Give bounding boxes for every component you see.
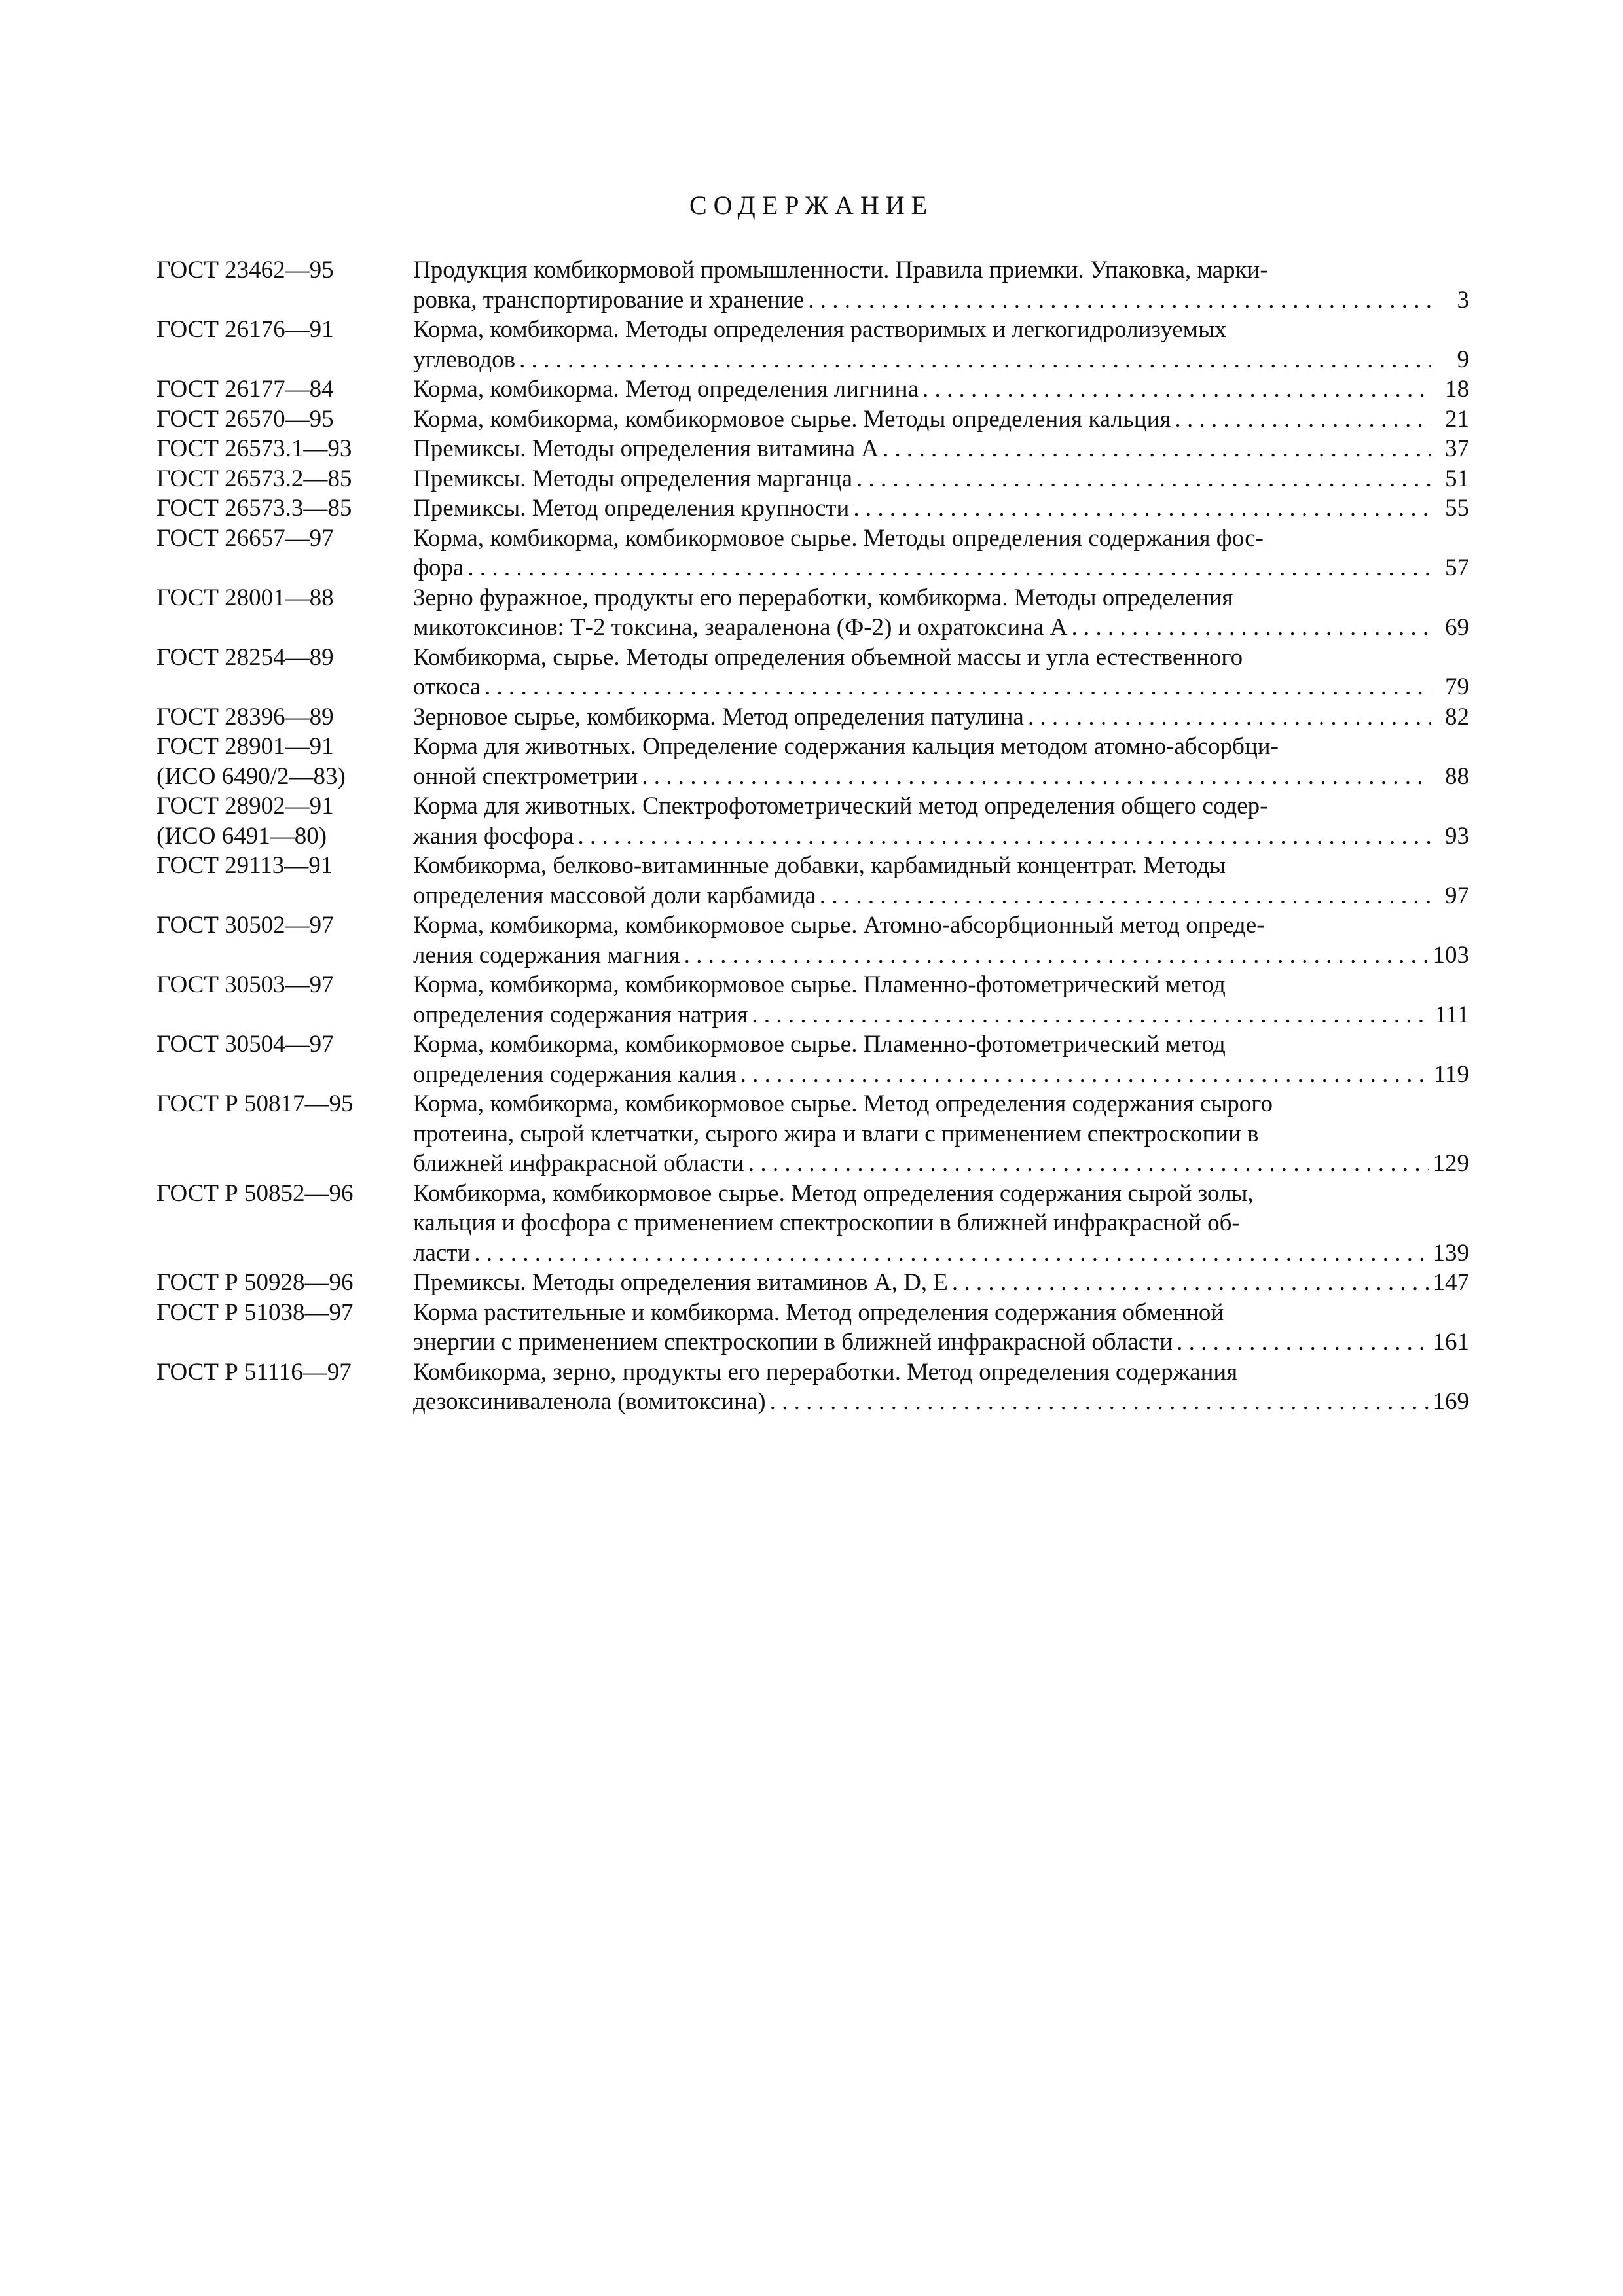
page-number: 161 xyxy=(1432,1329,1469,1355)
entry-title-last-line xyxy=(413,553,1469,583)
entry-title-line: Комбикорма, комбикормовое сырье. Метод определения содержания сырой золы, xyxy=(413,1179,1254,1207)
standard-code xyxy=(156,493,413,524)
entry-title-line: Премиксы. Методы определения витамина А xyxy=(413,435,879,462)
entry-title-last-line xyxy=(413,821,1469,852)
standard-code xyxy=(156,910,413,970)
dot-leader xyxy=(820,881,1431,911)
dot-leader xyxy=(642,762,1431,792)
standard-code xyxy=(156,1179,413,1268)
standard-code-line: ГОСТ 30502—97 xyxy=(156,912,334,939)
entry-title xyxy=(413,434,1469,464)
dot-leader xyxy=(883,434,1431,464)
toc-entry xyxy=(156,702,1469,732)
entry-title-line: ровка, транспортирование и хранение xyxy=(413,286,805,314)
standard-code-line: ГОСТ 26657—97 xyxy=(156,524,334,552)
entry-title-last-line xyxy=(413,285,1469,315)
standard-code xyxy=(156,1298,413,1357)
standard-code xyxy=(156,404,413,435)
entry-title xyxy=(413,464,1469,494)
entry-title-last-line xyxy=(413,702,1469,732)
toc-entry xyxy=(156,732,1469,791)
standard-code xyxy=(156,1030,413,1089)
entry-title-last-line xyxy=(413,345,1469,375)
page-number: 82 xyxy=(1445,703,1469,730)
page-title: СОДЕРЖАНИЕ xyxy=(689,190,934,220)
toc-entry xyxy=(156,851,1469,910)
entry-title-line: Корма, комбикорма, комбикормовое сырье. Атомно-абсорбционный метод опреде- xyxy=(413,912,1265,939)
standard-code xyxy=(156,434,413,464)
page-number: 119 xyxy=(1433,1060,1469,1088)
dot-leader xyxy=(519,345,1431,375)
entry-title-line: жания фосфора xyxy=(413,822,574,850)
standard-code-line: ГОСТ 23462—95 xyxy=(156,257,334,283)
standard-code xyxy=(156,524,413,583)
standard-code xyxy=(156,732,413,791)
standard-code xyxy=(156,851,413,910)
entry-title-line: энергии с применением спектроскопии в ближней инфракрасной области xyxy=(413,1329,1173,1355)
entry-title xyxy=(413,1298,1469,1357)
entry-title-last-line xyxy=(413,1327,1469,1357)
dot-leader xyxy=(770,1387,1429,1417)
entry-title xyxy=(413,404,1469,435)
dot-leader xyxy=(748,1149,1429,1179)
toc-entry xyxy=(156,524,1469,583)
entry-title-line: определения содержания калия xyxy=(413,1060,737,1088)
standard-code-line: ГОСТ 28001—88 xyxy=(156,584,334,611)
entry-title-line: онной спектрометрии xyxy=(413,762,638,790)
entry-title-line: ближней инфракрасной области xyxy=(413,1150,744,1177)
page-number: 21 xyxy=(1445,405,1469,433)
standard-code-line: ГОСТ 26176—91 xyxy=(156,316,334,343)
standard-code xyxy=(156,464,413,494)
entry-title-last-line xyxy=(413,941,1469,971)
page-number: 169 xyxy=(1432,1388,1469,1415)
entry-title-line: Корма, комбикорма, комбикормовое сырье. Пламенно-фотометрический метод xyxy=(413,971,1226,998)
page-number: 69 xyxy=(1445,614,1469,641)
standard-code-line: ГОСТ 26573.3—85 xyxy=(156,495,352,522)
entry-title-last-line xyxy=(413,1060,1469,1090)
page-number: 147 xyxy=(1432,1269,1469,1296)
entry-title-last-line xyxy=(413,493,1469,524)
page-number: 55 xyxy=(1445,495,1469,522)
dot-leader xyxy=(467,553,1431,583)
entry-title-line: Корма растительные и комбикорма. Метод определения содержания обменной xyxy=(413,1299,1224,1326)
entry-title xyxy=(413,315,1469,374)
entry-title-line: Комбикорма, белково-витаминные добавки, карбамидный концентрат. Методы xyxy=(413,852,1226,879)
entry-title xyxy=(413,732,1469,791)
standard-code xyxy=(156,791,413,851)
standard-code-line: ГОСТ 28254—89 xyxy=(156,643,334,671)
dot-leader xyxy=(1028,702,1431,732)
standard-code xyxy=(156,702,413,732)
standard-code-line: ГОСТ Р 51038—97 xyxy=(156,1299,354,1326)
page-number: 79 xyxy=(1445,673,1469,700)
entry-title-line: откоса xyxy=(413,673,481,700)
toc-entry xyxy=(156,1298,1469,1357)
toc-entry xyxy=(156,255,1469,315)
standard-code-line: ГОСТ Р 50852—96 xyxy=(156,1179,354,1207)
entry-title-line: углеводов xyxy=(413,346,516,373)
toc-entry xyxy=(156,1179,1469,1268)
toc-entry xyxy=(156,493,1469,524)
standard-code-line: ГОСТ 30503—97 xyxy=(156,971,334,998)
page-number: 111 xyxy=(1434,1001,1469,1028)
entry-title-line: микотоксинов: Т-2 токсина, зеараленона (Ф-2) и охратоксина А xyxy=(413,614,1068,641)
standard-code xyxy=(156,255,413,315)
entry-title-line: Комбикорма, сырье. Методы определения объемной массы и угла естественного xyxy=(413,643,1243,671)
entry-title xyxy=(413,1089,1469,1179)
entry-title-line: Корма для животных. Спектрофотометрический метод определения общего содер- xyxy=(413,793,1268,819)
dot-leader xyxy=(578,821,1431,852)
entry-title xyxy=(413,910,1469,970)
entry-title xyxy=(413,524,1469,583)
toc-entry xyxy=(156,1268,1469,1298)
entry-title-line: Корма, комбикорма. Метод определения лигнина xyxy=(413,376,919,403)
standard-code-line: ГОСТ Р 50928—96 xyxy=(156,1269,354,1296)
entry-title-line: Корма для животных. Определение содержания кальция методом атомно-абсорбци- xyxy=(413,733,1279,760)
dot-leader xyxy=(474,1238,1429,1268)
entry-title-line: Корма, комбикорма, комбикормовое сырье. Методы определения кальция xyxy=(413,405,1171,433)
dot-leader xyxy=(752,1000,1431,1030)
page-number: 37 xyxy=(1445,435,1469,462)
entry-title-last-line xyxy=(413,881,1469,911)
entry-title-line: Комбикорма, зерно, продукты его переработки. Метод определения содержания xyxy=(413,1358,1238,1386)
entry-title-line: Премиксы. Методы определения марганца xyxy=(413,465,853,492)
page-number: 139 xyxy=(1432,1239,1469,1266)
entry-title xyxy=(413,702,1469,732)
page-number: 93 xyxy=(1445,822,1469,850)
entry-title xyxy=(413,1030,1469,1089)
page-number: 97 xyxy=(1445,882,1469,909)
entry-title-last-line xyxy=(413,762,1469,792)
standard-code-line: ГОСТ Р 50817—95 xyxy=(156,1090,354,1117)
standard-code-line: (ИСО 6491—80) xyxy=(156,822,327,850)
entry-title xyxy=(413,1268,1469,1298)
standard-code-line: ГОСТ 28901—91 xyxy=(156,733,334,760)
entry-title xyxy=(413,255,1469,315)
standard-code xyxy=(156,315,413,374)
dot-leader xyxy=(1176,1327,1429,1357)
entry-title-line: определения содержания натрия xyxy=(413,1001,748,1028)
dot-leader xyxy=(856,464,1431,494)
entry-title xyxy=(413,851,1469,910)
standard-code-line: (ИСО 6490/2—83) xyxy=(156,762,346,790)
standard-code xyxy=(156,1357,413,1417)
dot-leader xyxy=(740,1060,1430,1090)
entry-title xyxy=(413,643,1469,702)
dot-leader xyxy=(952,1268,1429,1298)
toc-entry xyxy=(156,1357,1469,1417)
page-number: 18 xyxy=(1445,376,1469,403)
entry-title-line: протеина, сырой клетчатки, сырого жира и влаги с применением спектроскопии в xyxy=(413,1120,1259,1147)
entry-title-last-line xyxy=(413,404,1469,435)
toc-entry xyxy=(156,970,1469,1030)
entry-title-last-line xyxy=(413,464,1469,494)
entry-title-last-line xyxy=(413,1238,1469,1268)
entry-title-line: дезоксиниваленола (вомитоксина) xyxy=(413,1388,766,1415)
entry-title-last-line xyxy=(413,613,1469,643)
page-number: 57 xyxy=(1445,554,1469,581)
standard-code xyxy=(156,1089,413,1179)
page-number: 88 xyxy=(1445,762,1469,790)
page-number: 51 xyxy=(1445,465,1469,492)
page-number: 3 xyxy=(1457,286,1469,314)
entry-title-line: Корма, комбикорма, комбикормовое сырье. Пламенно-фотометрический метод xyxy=(413,1031,1226,1058)
toc-entry xyxy=(156,404,1469,435)
entry-title-line: Корма, комбикорма, комбикормовое сырье. Метод определения содержания сырого xyxy=(413,1090,1273,1117)
entry-title-line: Зерновое сырье, комбикорма. Метод определения патулина xyxy=(413,703,1024,730)
table-of-contents xyxy=(156,255,1469,1417)
standard-code-line: ГОСТ Р 51116—97 xyxy=(156,1358,352,1386)
toc-entry xyxy=(156,910,1469,970)
page-number: 9 xyxy=(1457,346,1469,373)
entry-title xyxy=(413,374,1469,404)
entry-title xyxy=(413,583,1469,643)
standard-code-line: ГОСТ 26570—95 xyxy=(156,405,334,433)
toc-entry xyxy=(156,315,1469,374)
standard-code-line: ГОСТ 30504—97 xyxy=(156,1031,334,1058)
toc-entry xyxy=(156,643,1469,702)
toc-entry xyxy=(156,791,1469,851)
dot-leader xyxy=(922,374,1431,404)
standard-code-line: ГОСТ 29113—91 xyxy=(156,852,333,879)
entry-title-line: ления содержания магния xyxy=(413,941,680,969)
dot-leader xyxy=(684,941,1429,971)
entry-title-last-line xyxy=(413,672,1469,702)
entry-title xyxy=(413,493,1469,524)
entry-title-line: Зерно фуражное, продукты его переработки, комбикорма. Методы определения xyxy=(413,584,1233,611)
entry-title-line: определения массовой доли карбамида xyxy=(413,882,816,909)
toc-entry xyxy=(156,583,1469,643)
entry-title-last-line xyxy=(413,1149,1469,1179)
entry-title-line: Продукция комбикормовой промышленности. Правила приемки. Упаковка, марки- xyxy=(413,257,1268,283)
standard-code xyxy=(156,970,413,1030)
dot-leader xyxy=(484,672,1431,702)
dot-leader xyxy=(853,493,1431,524)
entry-title xyxy=(413,1357,1469,1417)
toc-entry xyxy=(156,1089,1469,1179)
entry-title-line: Корма, комбикорма. Методы определения растворимых и легкогидролизуемых xyxy=(413,316,1227,343)
entry-title-last-line xyxy=(413,374,1469,404)
page-number: 129 xyxy=(1432,1150,1469,1177)
entry-title-line: Премиксы. Методы определения витаминов А, D, Е xyxy=(413,1269,948,1296)
entry-title xyxy=(413,791,1469,851)
standard-code xyxy=(156,1268,413,1298)
standard-code-line: ГОСТ 28396—89 xyxy=(156,703,334,730)
toc-entry xyxy=(156,434,1469,464)
dot-leader xyxy=(1175,404,1431,435)
dot-leader xyxy=(808,285,1431,315)
standard-code-line: ГОСТ 26573.2—85 xyxy=(156,465,352,492)
entry-title-line: Корма, комбикорма, комбикормовое сырье. Методы определения содержания фос- xyxy=(413,524,1264,552)
standard-code xyxy=(156,643,413,702)
standard-code-line: ГОСТ 28902—91 xyxy=(156,793,334,819)
page-number: 103 xyxy=(1432,941,1469,969)
standard-code-line: ГОСТ 26177—84 xyxy=(156,376,334,403)
dot-leader xyxy=(1071,613,1431,643)
entry-title-last-line xyxy=(413,1000,1469,1030)
standard-code xyxy=(156,374,413,404)
entry-title-line: Премиксы. Метод определения крупности xyxy=(413,495,850,522)
entry-title-last-line xyxy=(413,1387,1469,1417)
entry-title-line: кальция и фосфора с применением спектроскопии в ближней инфракрасной об- xyxy=(413,1210,1240,1236)
entry-title-last-line xyxy=(413,434,1469,464)
standard-code xyxy=(156,583,413,643)
entry-title-last-line xyxy=(413,1268,1469,1298)
entry-title-line: фора xyxy=(413,554,464,581)
entry-title xyxy=(413,970,1469,1030)
standard-code-line: ГОСТ 26573.1—93 xyxy=(156,435,352,462)
entry-title-line: ласти xyxy=(413,1239,471,1266)
entry-title xyxy=(413,1179,1469,1268)
toc-entry xyxy=(156,464,1469,494)
toc-entry xyxy=(156,1030,1469,1089)
toc-entry xyxy=(156,374,1469,404)
